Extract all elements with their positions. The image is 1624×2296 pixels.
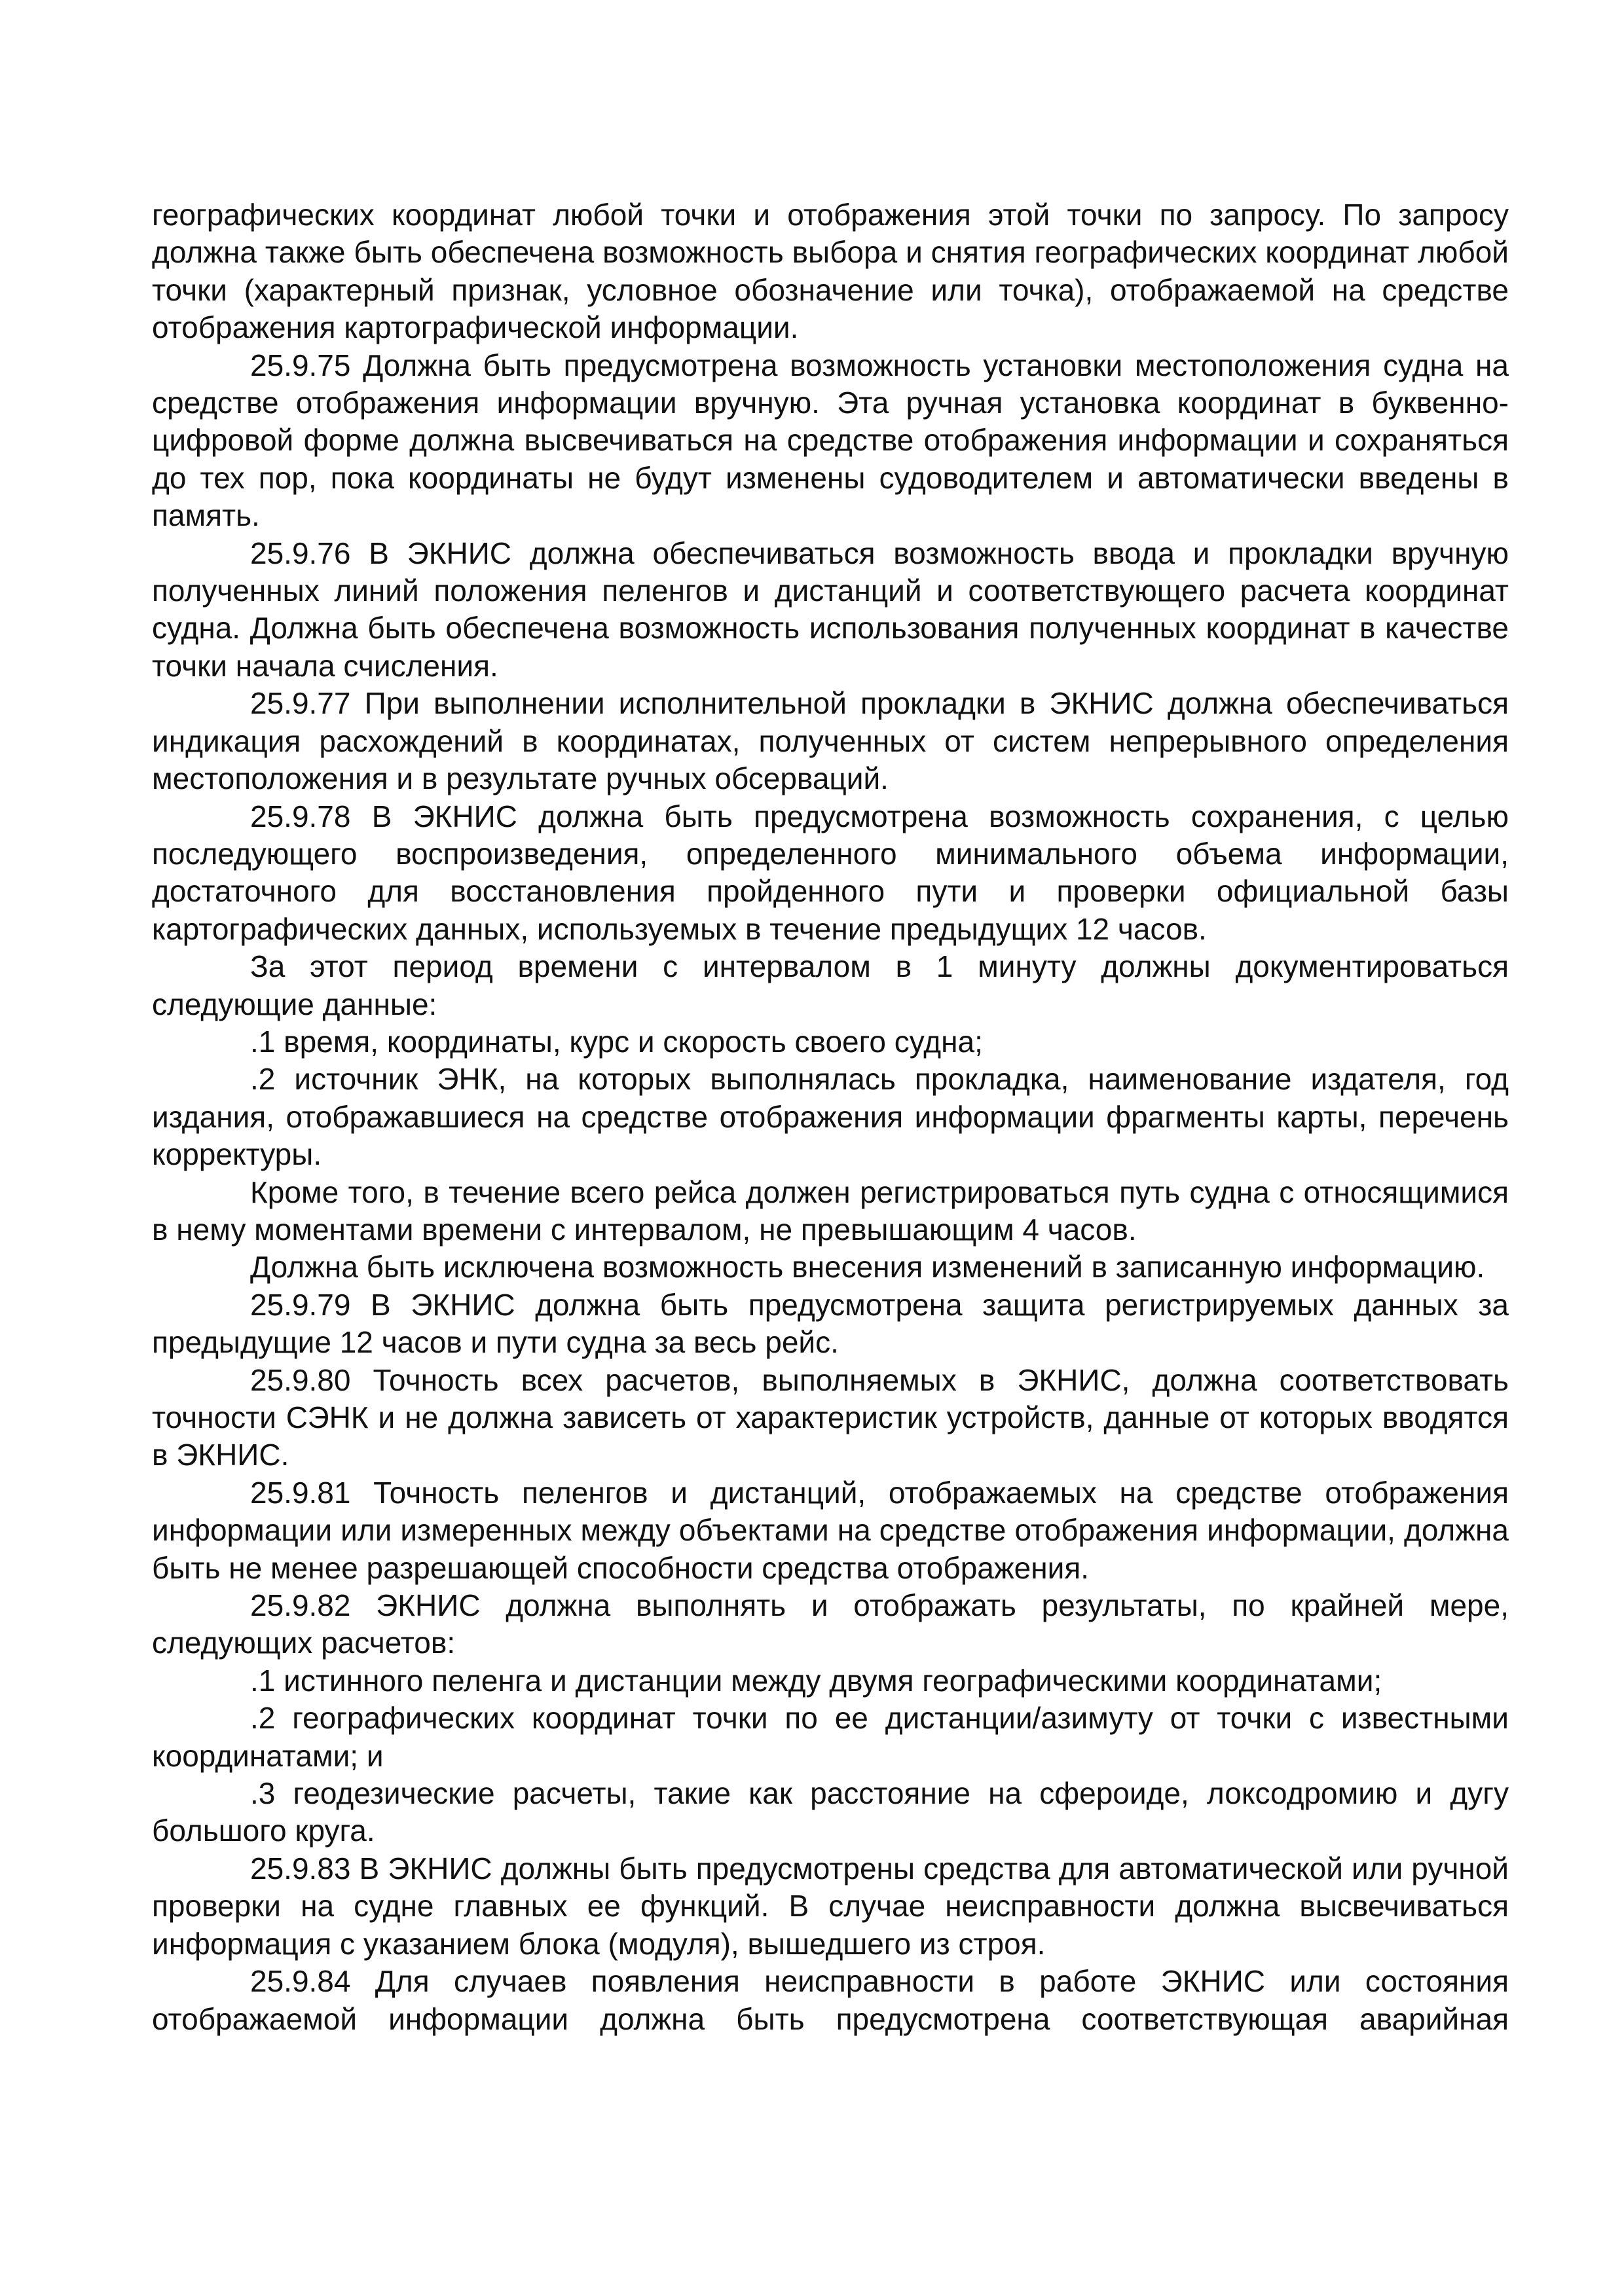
paragraph-25-9-83: 25.9.83 В ЭКНИС должны быть предусмотрены средства для автоматической или ручной проверки на судне главных ее функций. В случае неисправности должна высвечиваться информация с указанием блока (модуля), вышедшего из строя. [152,1851,1509,1961]
paragraph-no-modification: Должна быть исключена возможность внесения изменений в записанную информацию. [250,1250,1485,1285]
paragraph-25-9-78: 25.9.78 В ЭКНИС должна быть предусмотрена возможность сохранения, с целью последующего воспроизведения, определенного минимального объема информации, достаточного для восстановления пройденного пути и проверки официальной базы картографических данных, используемых в течение предыдущих 12 часов. [152,799,1509,946]
paragraph-25-9-79: 25.9.79 В ЭКНИС должна быть предусмотрена защита регистрируемых данных за предыдущие 12 часов и пути судна за весь рейс. [152,1287,1509,1360]
paragraph-continuation: географических координат любой точки и отображения этой точки по запросу. По запросу должна также быть обеспечена возможность выбора и снятия географических координат любой точки (характерный признак, условное обозначение или точка), отображаемой на средстве отображения картографической информации. [152,198,1509,345]
calc-item-2: .2 географических координат точки по ее дистанции/азимуту от точки с известными координатами; и [152,1701,1509,1773]
paragraph-25-9-77: 25.9.77 При выполнении исполнительной прокладки в ЭКНИС должна обеспечиваться индикация расхождений в координатах, полученных от систем непрерывного определения местоположения и в результате ручных обсерваций. [152,686,1509,796]
paragraph-recording-period: За этот период времени с интервалом в 1 минуту должны документироваться следующие данные: [152,949,1509,1021]
list-item-1: .1 время, координаты, курс и скорость своего судна; [250,1024,983,1059]
document-body [152,196,1509,2038]
paragraph-25-9-84: 25.9.84 Для случаев появления неисправности в работе ЭКНИС или состояния отображаемой информации должна быть предусмотрена соответствующая аварийная [152,1964,1509,2036]
paragraph-25-9-75: 25.9.75 Должна быть предусмотрена возможность установки местоположения судна на средстве отображения информации вручную. Эта ручная установка координат в буквенно-цифровой форме должна высвечиваться на средстве отображения информации и сохраняться до тех пор, пока координаты не будут изменены судоводителем и автоматически введены в память. [152,348,1509,533]
paragraph-25-9-81: 25.9.81 Точность пеленгов и дистанций, отображаемых на средстве отображения информации или измеренных между объектами на средстве отображения информации, должна быть не менее разрешающей способности средства отображения. [152,1475,1509,1585]
paragraph-25-9-80: 25.9.80 Точность всех расчетов, выполняемых в ЭКНИС, должна соответствовать точности СЭНК и не должна зависеть от характеристик устройств, данные от которых вводятся в ЭКНИС. [152,1362,1509,1472]
calc-item-1: .1 истинного пеленга и дистанции между двумя географическими координатами; [250,1663,1382,1698]
paragraph-25-9-76: 25.9.76 В ЭКНИС должна обеспечиваться возможность ввода и прокладки вручную полученных линий положения пеленгов и дистанций и соответствующего расчета координат судна. Должна быть обеспечена возможность использования полученных координат в качестве точки начала счисления. [152,536,1509,683]
paragraph-25-9-82: 25.9.82 ЭКНИС должна выполнять и отображать результаты, по крайней мере, следующих расчетов: [152,1588,1509,1660]
list-item-2: .2 источник ЭНК, на которых выполнялась прокладка, наименование издателя, год издания, отображавшиеся на средстве отображения информации фрагменты карты, перечень корректуры. [152,1062,1509,1172]
calc-item-3: .3 геодезические расчеты, такие как расстояние на сфероиде, локсодромию и дугу большого круга. [152,1776,1509,1848]
paragraph-voyage-track: Кроме того, в течение всего рейса должен регистрироваться путь судна с относящимися в нему моментами времени с интервалом, не превышающим 4 часов. [152,1175,1509,1247]
